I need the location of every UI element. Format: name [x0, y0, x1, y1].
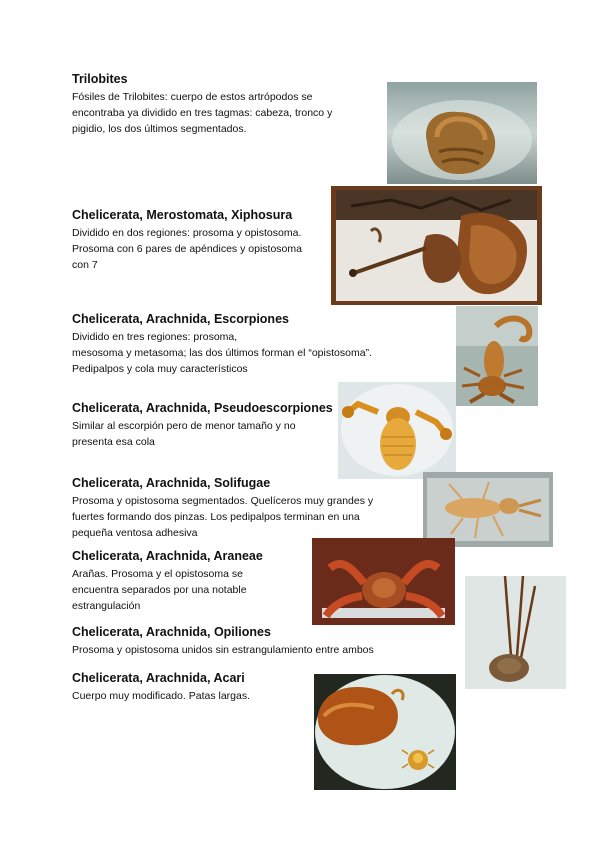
section-title: Chelicerata, Arachnida, Solifugae [72, 476, 271, 490]
section-text: Arañas. Prosoma y el opistosoma se encuentra separados por una notable estrangulación [72, 568, 247, 612]
section-acari [72, 671, 250, 704]
section-solifugae [72, 476, 373, 541]
section-text: Cuerpo muy modificado. Patas largas. [72, 690, 251, 702]
section-araneae [72, 549, 263, 614]
section-text: Similar al escorpión pero de menor tamaño y no presenta esa cola [72, 420, 296, 448]
pseudoscorpion-photo [338, 382, 456, 479]
section-title: Chelicerata, Arachnida, Opiliones [72, 625, 271, 639]
solifugae-photo [423, 472, 553, 547]
horseshoe-crab-photo [331, 186, 542, 305]
section-title: Trilobites [72, 72, 128, 86]
section-xiphosura [72, 208, 302, 273]
section-title: Chelicerata, Arachnida, Pseudoescorpiones [72, 401, 333, 415]
mite-photo [314, 674, 456, 790]
section-opiliones [72, 625, 374, 658]
section-title: Chelicerata, Arachnida, Acari [72, 671, 245, 685]
scorpion-photo [456, 306, 538, 406]
section-title: Chelicerata, Arachnida, Araneae [72, 549, 263, 563]
section-title: Chelicerata, Arachnida, Escorpiones [72, 312, 289, 326]
section-text: Dividido en tres regiones: prosoma, mesosoma y metasoma; las dos últimos forman el “opistosoma”. Pedipalpos y cola muy característicos [72, 331, 372, 375]
section-text: Dividido en dos regiones: prosoma y opistosoma. Prosoma con 6 pares de apéndices y opistosoma con 7 [72, 227, 302, 271]
section-text: Prosoma y opistosoma unidos sin estrangulamiento entre ambos [72, 644, 374, 656]
section-title: Chelicerata, Merostomata, Xiphosura [72, 208, 293, 222]
section-text: Fósiles de Trilobites: cuerpo de estos artrópodos se encontraba ya dividido en tres tagmas: cabeza, tronco y pigidio, los dos últimos segmentados. [72, 91, 333, 135]
section-pseudoescorpiones [72, 401, 333, 450]
section-trilobites [72, 72, 332, 137]
section-text: Prosoma y opistosoma segmentados. Quelíceros muy grandes y fuertes formando dos pinzas. Los pedipalpos terminan en una pequeña ventosa adhesiva [72, 495, 374, 539]
harvestman-photo [465, 576, 566, 689]
section-escorpiones [72, 312, 372, 377]
trilobite-fossil-photo [387, 82, 537, 184]
spider-photo [312, 538, 455, 625]
